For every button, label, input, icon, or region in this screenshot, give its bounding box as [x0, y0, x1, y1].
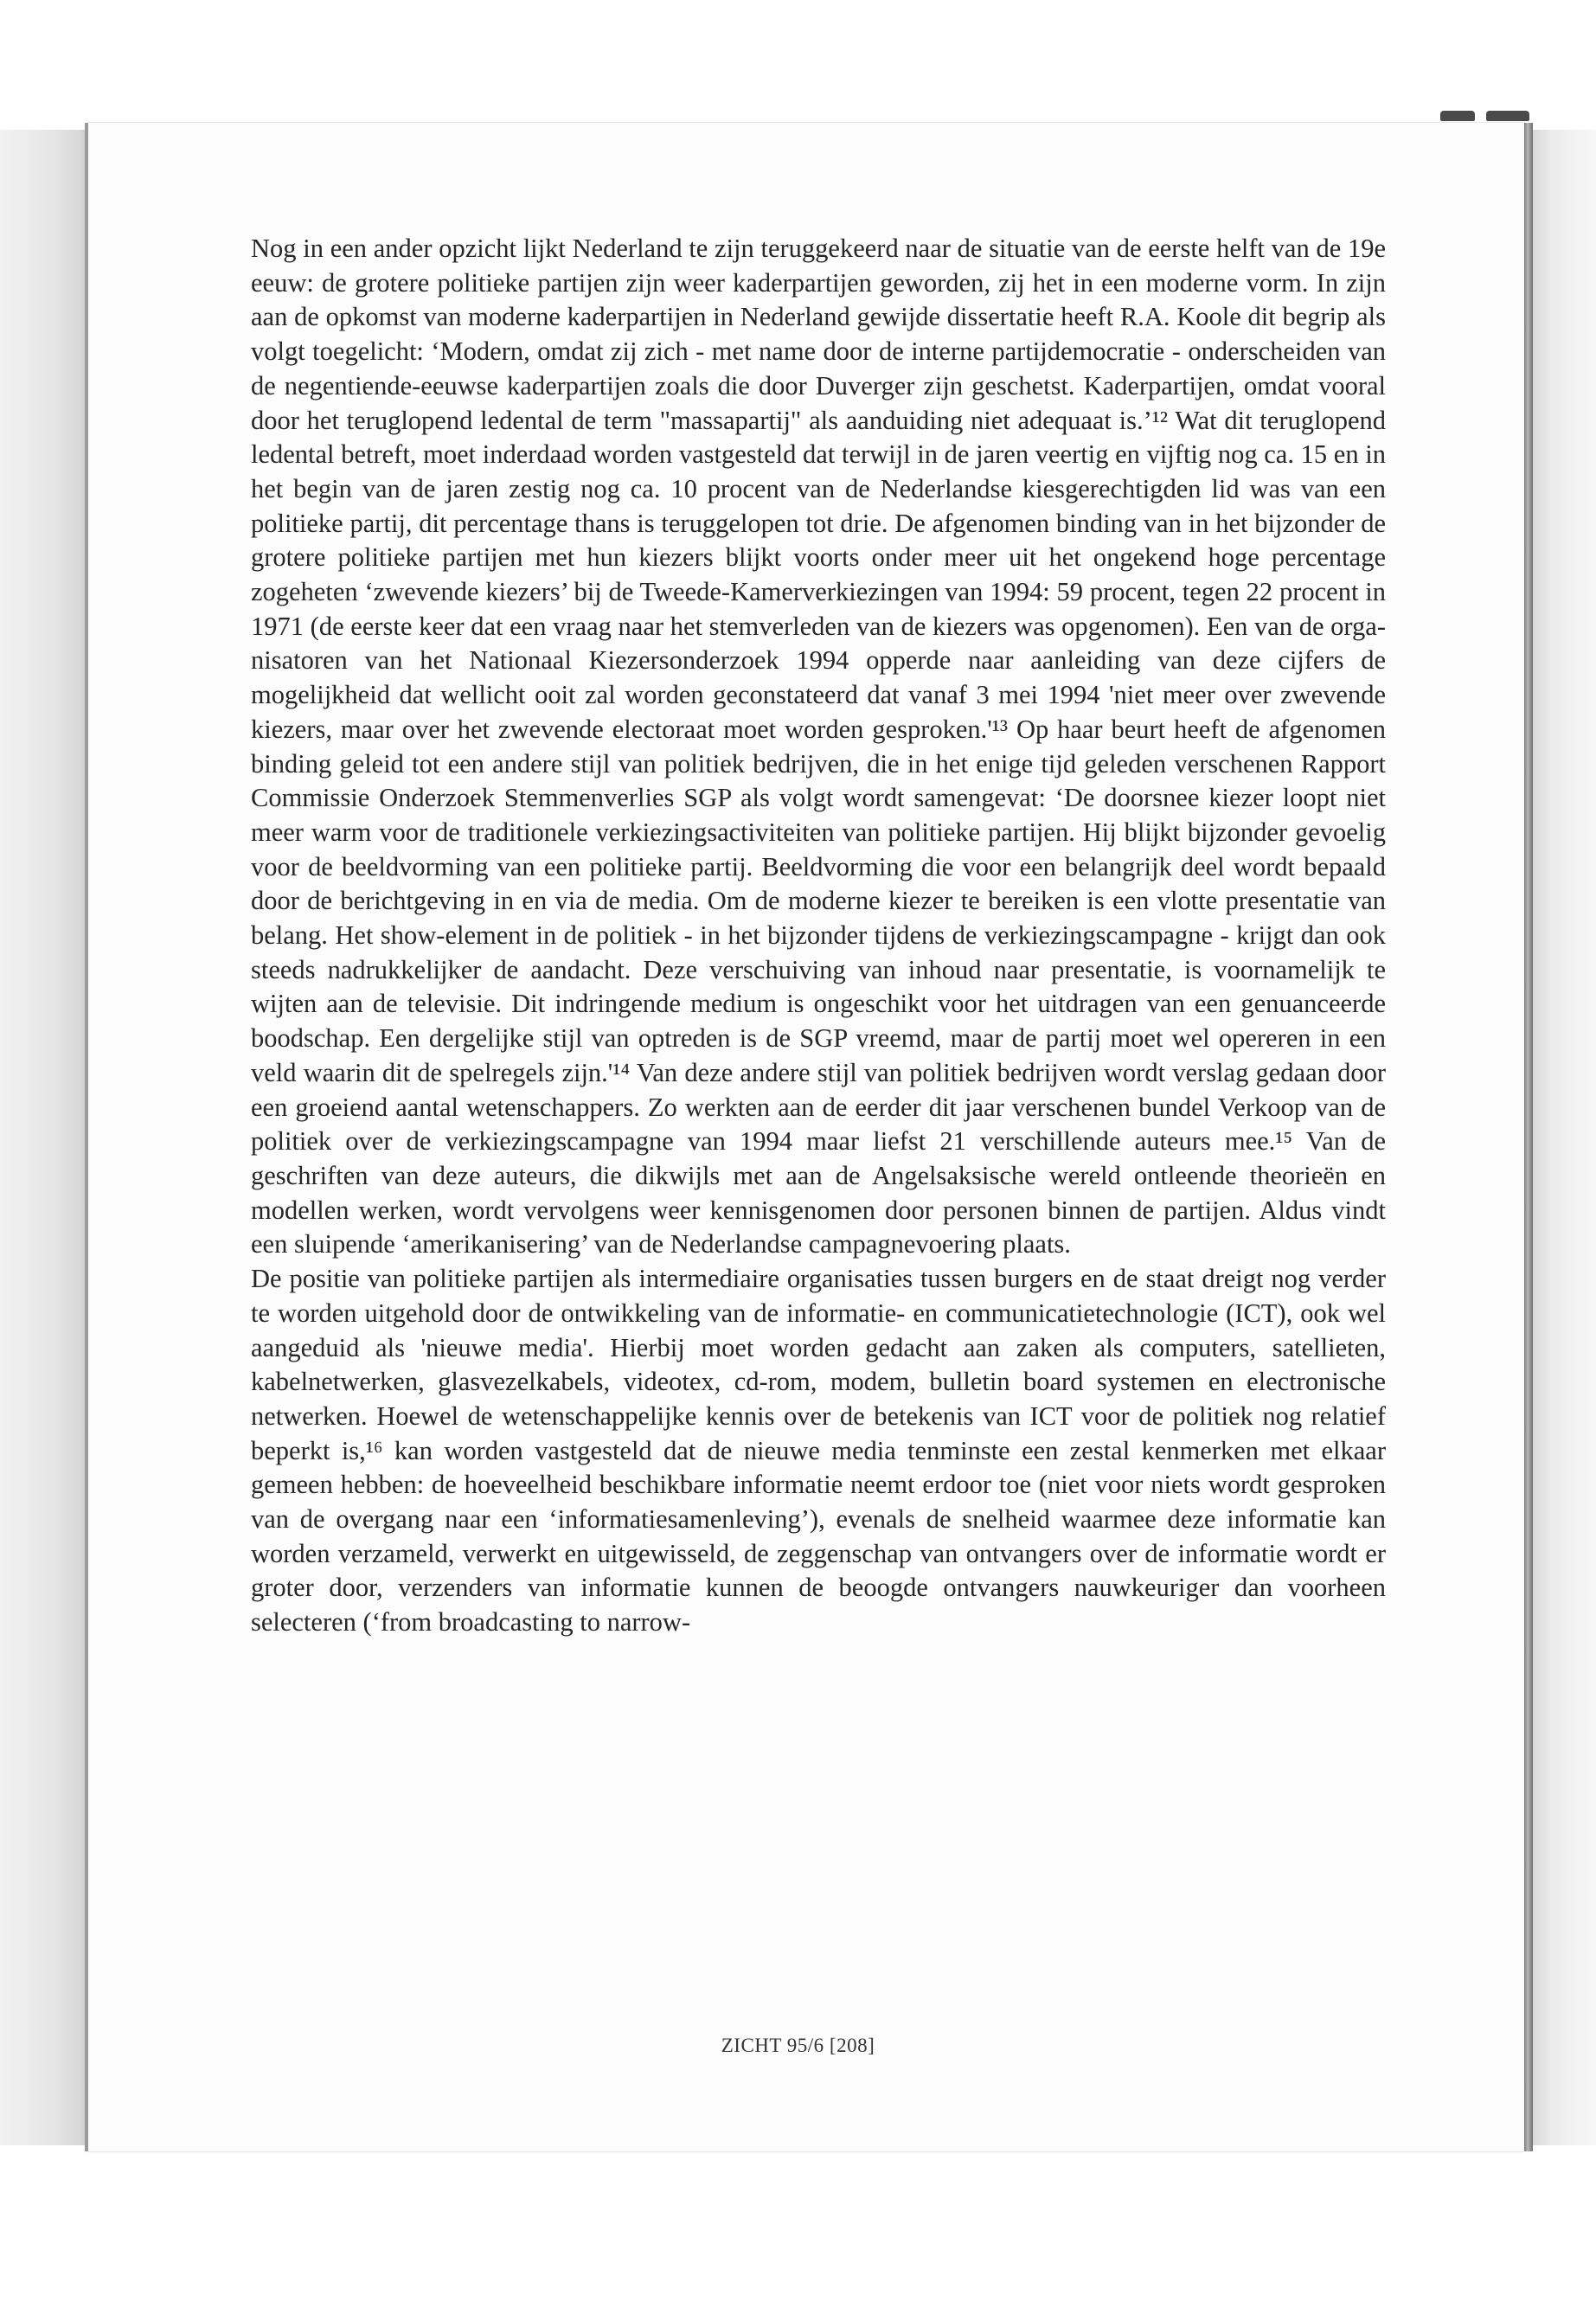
- page-footer-folio: ZICHT 95/6 [208]: [721, 2035, 875, 2056]
- scan-background-left: [0, 130, 95, 2145]
- paragraph: De positie van politieke partijen als intermediaire organisaties tussen burgers en de staat dreigt nog verder te worden uitgehold door de ontwikkeling van de informatie- en communicatietechnologie (ICT), ook wel aangeduid als 'nieuwe media'. Hierbij moet worden gedacht aan zaken als computers, satellieten, kabelnetwerken, glasvezelkabels, videotex, cd-rom, modem, bulletin board systemen en electronische netwerken. Hoewel de wetenschappelijke kennis over de betekenis van ICT voor de politiek nog relatief beperkt is,¹⁶ kan worden vastgesteld dat de nieuwe media tenminste een zestal kenmerken met elkaar gemeen hebben: de hoeveelheid beschikbare informatie neemt erdoor toe (niet voor niets wordt gesproken van de overgang naar een ‘informatiesamenleving’), evenals de snelheid waarmee deze informatie kan worden verzameld, verwerkt en uitgewisseld, de zeggenschap van ontvangers over de informatie wordt er groter door, verzenders van informatie kunnen de beoogde ontvangers nauwkeuriger dan voorheen selecteren (‘from broadcasting to narrow-: [251, 1264, 1386, 1638]
- book-spine: [1524, 123, 1533, 2151]
- binder-clip: [1440, 111, 1475, 121]
- binder-clip: [1486, 111, 1529, 121]
- back-page-edge: [1533, 130, 1596, 2145]
- page-left-edge: [85, 123, 88, 2151]
- paragraph: Nog in een ander opzicht lijkt Nederland te zijn teruggekeerd naar de situatie van de eerste helft van de 19e eeuw: de grotere politieke partijen zijn weer kaderpartijen geworden, zij het in een moderne vorm. In zijn aan de opkomst van moderne kaderpartijen in Nederland gewijde dissertatie heeft R.A. Koole dit begrip als volgt toegelicht: ‘Modern, omdat zij zich - met name door de interne partijdemocratie - onderscheiden van de negentiende-eeuwse kaderpartijen zoals die door Duverger zijn geschetst. Kaderpartijen, omdat vooral door het teruglopend ledental de term "massapartij" als aanduiding niet adequaat is.’¹² Wat dit teruglopend ledental betreft, moet inderdaad worden vastgesteld dat terwijl in de jaren veertig en vijftig nog ca. 15 en in het begin van de jaren zestig nog ca. 10 procent van de Nederlandse kiesgerechtigden lid was van een politieke partij, dit percentage thans is teruggelopen tot drie. De afgenomen binding van in het bijzonder de grotere politieke partijen met hun kiezers blijkt voorts onder meer uit het ongekend hoge percentage zogeheten ‘zwevende kiezers’ bij de Tweede-Kamerverkiezingen van 1994: 59 procent, tegen 22 procent in 1971 (de eerste keer dat een vraag naar het stemverleden van de kiezers was opgenomen). Een van de organisatoren van het Nationaal Kiezersonderzoek 1994 opperde naar aanleiding van deze cijfers de mogelijkheid dat wellicht ooit zal worden geconstateerd dat vanaf 3 mei 1994 'niet meer over zwevende kiezers, maar over het zwevende electoraat moet worden gesproken.'¹³ Op haar beurt heeft de afgenomen binding geleid tot een andere stijl van politiek bedrijven, die in het enige tijd geleden verschenen Rapport Commissie Onderzoek Stemmenverlies SGP als volgt wordt samengevat: ‘De doorsnee kiezer loopt niet meer warm voor de traditionele verkiezingsactiviteiten van politieke partijen. Hij blijkt bijzonder gevoelig voor de beeldvorming van een politieke partij. Beeldvorming die voor een belangrijk deel wordt bepaald door de berichtgeving in en via de media. Om de moderne kiezer te bereiken is een vlotte presentatie van belang. Het show-element in de politiek - in het bijzonder tijdens de verkiezingscampagne - krijgt dan ook steeds nadrukkelijker de aandacht. Deze verschuiving van inhoud naar presentatie, is voornamelijk te wijten aan de televisie. Dit indringende medium is ongeschikt voor het uitdragen van een genuanceerde boodschap. Een dergelijke stijl van optreden is de SGP vreemd, maar de partij moet wel opereren in een veld waarin dit de spelregels zijn.'¹⁴ Van deze andere stijl van politiek bedrijven wordt verslag gedaan door een groeiend aantal wetenschappers. Zo werkten aan de eerder dit jaar verschenen bundel Verkoop van de politiek over de verkiezingscampagne van 1994 maar liefst 21 verschillende auteurs mee.¹⁵ Van de geschriften van deze auteurs, die dikwijls met aan de Angelsaksische wereld ontleende theorieën en modellen werken, wordt vervolgens weer kennisgenomen door personen binnen de partijen. Aldus vindt een sluipende ‘amerikanisering’ van de Nederlandse campagnevoering plaats.: [251, 234, 1386, 1259]
- body-text: [251, 232, 1386, 1640]
